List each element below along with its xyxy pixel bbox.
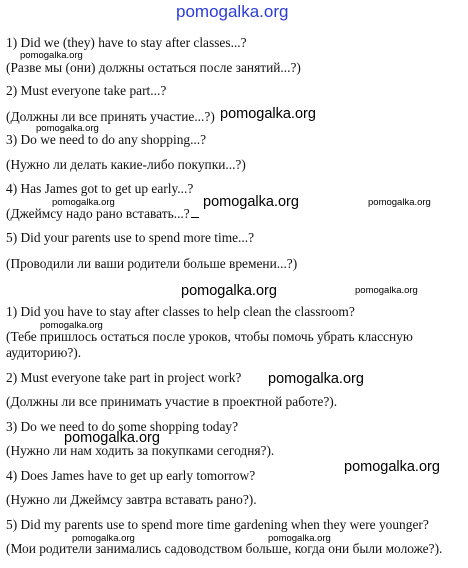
watermark-top: pomogalka.org xyxy=(176,2,289,21)
s1-q2-en: 2) Must everyone take part...? xyxy=(6,83,167,98)
s2-q1-ru: (Тебе пришлось остаться после уроков, чтобы помочь убрать классную аудиторию?). xyxy=(6,329,413,360)
s2-q5-ru: (Мои родители занимались садоводством больше, когда они были моложе?). xyxy=(6,541,443,556)
watermark: pomogalka.org xyxy=(181,283,277,299)
s2-q4-en: 4) Does James have to get up early tomorrow? xyxy=(6,468,256,483)
s1-q1-ru: (Разве мы (они) должны остаться после занятий...?) xyxy=(6,60,301,75)
watermark: pomogalka.org xyxy=(368,197,431,208)
s1-q3-ru: (Нужно ли делать какие-либо покупки...?) xyxy=(6,157,246,172)
s2-q2-en: 2) Must everyone take part in project work? xyxy=(6,370,242,385)
s1-q4-en: 4) Has James got to get up early...? xyxy=(6,181,194,196)
s1-q4-ru-text: (Джеймсу надо рано вставать...? xyxy=(6,206,190,221)
watermark: pomogalka.org xyxy=(72,533,135,544)
watermark: pomogalka.org xyxy=(52,197,115,208)
watermark: pomogalka.org xyxy=(20,50,83,61)
s2-q5-en: 5) Did my parents use to spend more time gardening when they were younger? xyxy=(6,517,429,532)
watermark: pomogalka.org xyxy=(64,430,160,446)
s1-q5-ru: (Проводили ли ваши родители больше времени...?) xyxy=(6,256,298,271)
s2-q4-ru: (Нужно ли Джеймсу завтра вставать рано?). xyxy=(6,492,257,507)
watermark: pomogalka.org xyxy=(344,459,440,475)
watermark: pomogalka.org xyxy=(355,285,418,296)
s1-q2-ru: (Должны ли все принять участие...?) xyxy=(6,109,215,124)
s2-q3-en: 3) Do we need to do some shopping today? xyxy=(6,419,239,434)
s2-q2-ru: (Должны ли все принимать участие в проектной работе?). xyxy=(6,394,338,409)
text-cursor xyxy=(191,217,199,218)
watermark: pomogalka.org xyxy=(268,533,331,544)
s1-q1-en: 1) Did we (they) have to stay after classes...? xyxy=(6,35,247,50)
s1-q3-en: 3) Do we need to do any shopping...? xyxy=(6,132,207,147)
watermark: pomogalka.org xyxy=(40,320,103,331)
watermark: pomogalka.org xyxy=(203,194,299,210)
watermark: pomogalka.org xyxy=(220,106,316,122)
s1-q5-en: 5) Did your parents use to spend more time...? xyxy=(6,230,255,245)
watermark: pomogalka.org xyxy=(268,371,364,387)
s2-q1-en: 1) Did you have to stay after classes to help clean the classroom? xyxy=(6,304,355,319)
watermark: pomogalka.org xyxy=(36,123,99,134)
s2-q3-ru: (Нужно ли нам ходить за покупками сегодня?). xyxy=(6,443,275,458)
s1-q4-ru xyxy=(6,206,199,222)
